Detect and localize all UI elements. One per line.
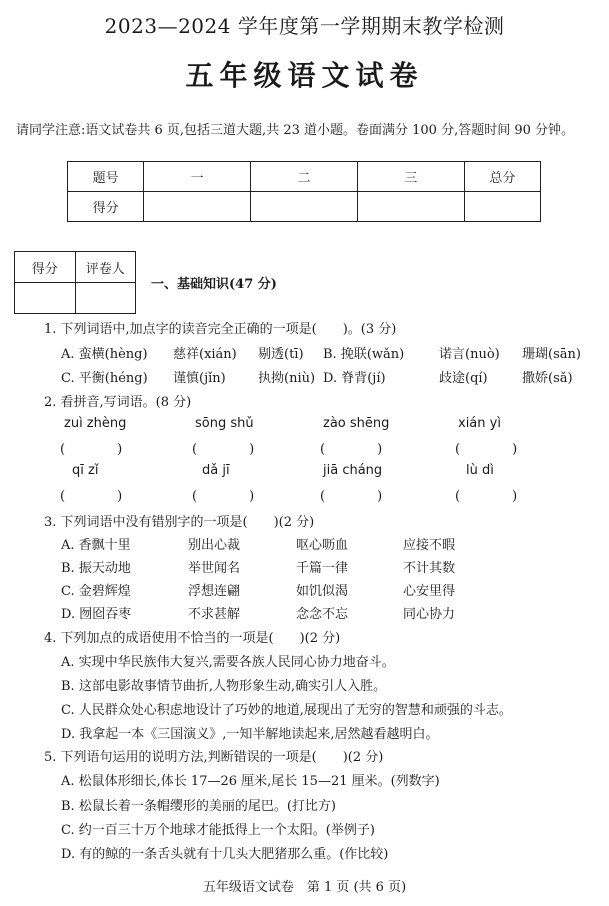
q3-option-word: 不计其数 [403, 561, 456, 576]
q3-option-word: 心安里得 [403, 584, 456, 599]
score-row-label: 得分 [68, 192, 144, 222]
q5-option-c: C. 约一百三十万个地球才能抵得上一个太阳。(举例子) [61, 823, 375, 838]
q1-option-b-word3: 珊瑚(sān) [522, 347, 581, 362]
q4-stem: 4. 下列加点的成语使用不恰当的一项是( )(2 分) [44, 631, 341, 646]
q1-option-d-word2: 歧途(qí) [439, 371, 488, 386]
score-table-score-row [68, 192, 541, 222]
q2-pinyin: lù dì [466, 463, 494, 478]
q5-option-d: D. 有的鲸的一条舌头就有十几头大肥猪那么重。(作比较) [61, 847, 389, 862]
q3-option-word: 念念不忘 [296, 607, 349, 622]
q3-option-word: 应接不暇 [403, 538, 456, 553]
score-table-header-cell: 题号 [68, 162, 144, 192]
q2-pinyin: jiā cháng [323, 463, 383, 478]
score-cell[interactable] [357, 192, 464, 222]
q2-answer-blank[interactable]: ( ) [455, 442, 518, 457]
score-cell[interactable] [464, 192, 540, 222]
score-table-header-cell: 二 [251, 162, 358, 192]
q2-answer-blank[interactable]: ( ) [320, 442, 383, 457]
q1-option-c-word3: 执拗(niù) [258, 371, 316, 386]
q3-option-word: 举世闻名 [188, 561, 241, 576]
grader-score-cell[interactable] [15, 283, 76, 314]
q2-pinyin: qī zǐ [72, 463, 99, 478]
q2-answer-blank[interactable]: ( ) [320, 489, 383, 504]
q4-option-a: A. 实现中华民族伟大复兴,需要各族人民同心协力地奋斗。 [61, 655, 395, 670]
q3-option-word: 浮想连翩 [188, 584, 241, 599]
exam-title-line2: 五年级语文试卷 [185, 59, 424, 92]
score-cell[interactable] [251, 192, 358, 222]
q2-answer-blank[interactable]: ( ) [192, 442, 255, 457]
q2-pinyin: zuì zhèng [64, 416, 127, 431]
q3-option-word: 不求甚解 [188, 607, 241, 622]
q1-option-d-word3: 撒娇(sǎ) [522, 371, 573, 386]
q2-answer-blank[interactable]: ( ) [192, 489, 255, 504]
q3-stem: 3. 下列词语中没有错别字的一项是( )(2 分) [44, 515, 315, 530]
q1-option-b-word2: 诺言(nuò) [439, 347, 500, 362]
score-table-header-cell: 总分 [464, 162, 540, 192]
page-footer: 五年级语文试卷 第 1 页 (共 6 页) [202, 880, 407, 895]
q1-option-b-word1: B. 挽联(wǎn) [323, 347, 405, 362]
exam-title-line1: 2023—2024 学年度第一学期期末教学检测 [104, 14, 505, 38]
q1-option-c-word1: C. 平衡(héng) [61, 371, 148, 386]
q2-answer-blank[interactable]: ( ) [60, 442, 123, 457]
q3-option-word: B. 振天动地 [61, 561, 131, 576]
score-cell[interactable] [144, 192, 251, 222]
q2-pinyin: zào shēng [323, 416, 390, 431]
q1-option-a-word3: 剔透(tī) [258, 347, 304, 362]
q1-option-a-word1: A. 蛮横(hèng) [61, 347, 148, 362]
q3-option-word: 同心协力 [403, 607, 456, 622]
grader-name-label: 评卷人 [75, 252, 136, 283]
q2-answer-blank[interactable]: ( ) [455, 489, 518, 504]
q3-option-word: 千篇一律 [296, 561, 349, 576]
grader-score-label: 得分 [15, 252, 76, 283]
q2-pinyin: dǎ jī [202, 463, 230, 478]
section1-title: 一、基础知识(47 分) [151, 277, 277, 292]
q4-option-d: D. 我拿起一本《三国演义》,一知半解地读起来,居然越看越明白。 [61, 727, 439, 742]
grader-table [14, 251, 136, 314]
q1-option-a-word2: 慈祥(xián) [173, 347, 237, 362]
q5-option-a: A. 松鼠体形细长,体长 17—26 厘米,尾长 15—21 厘米。(列数字) [61, 774, 440, 789]
q1-option-d-word1: D. 脊背(jí) [323, 371, 386, 386]
q1-stem: 1. 下列词语中,加点字的读音完全正确的一项是( )。(3 分) [44, 322, 397, 337]
exam-notice: 请同学注意:语文试卷共 6 页,包括三道大题,共 23 道小题。卷面满分 100 分,答题时间 90 分钟。 [16, 123, 575, 138]
score-table-header-row [68, 162, 541, 192]
q2-answer-blank[interactable]: ( ) [60, 489, 123, 504]
q1-option-c-word2: 谨慎(jǐn) [173, 371, 226, 386]
q5-option-b: B. 松鼠长着一条帽缨形的美丽的尾巴。(打比方) [61, 799, 336, 814]
score-table-header-cell: 一 [144, 162, 251, 192]
q2-stem: 2. 看拼音,写词语。(8 分) [44, 395, 192, 410]
q4-option-b: B. 这部电影故事情节曲折,人物形象生动,确实引人入胜。 [61, 679, 387, 694]
q3-option-word: D. 囫囵吞枣 [61, 607, 132, 622]
score-table [67, 161, 541, 222]
q2-pinyin: xián yì [458, 416, 501, 431]
q3-option-word: 呕心呖血 [296, 538, 349, 553]
q3-option-word: 别出心裁 [188, 538, 241, 553]
score-table-header-cell: 三 [357, 162, 464, 192]
grader-name-cell[interactable] [75, 283, 136, 314]
q4-option-c: C. 人民群众处心积虑地设计了巧妙的地道,展现出了无穷的智慧和顽强的斗志。 [61, 703, 512, 718]
q3-option-word: A. 香飘十里 [61, 538, 131, 553]
q3-option-word: C. 金碧辉煌 [61, 584, 131, 599]
q5-stem: 5. 下列语句运用的说明方法,判断错误的一项是( )(2 分) [44, 750, 384, 765]
q3-option-word: 如饥似渴 [296, 584, 349, 599]
q2-pinyin: sōng shǔ [195, 416, 254, 431]
